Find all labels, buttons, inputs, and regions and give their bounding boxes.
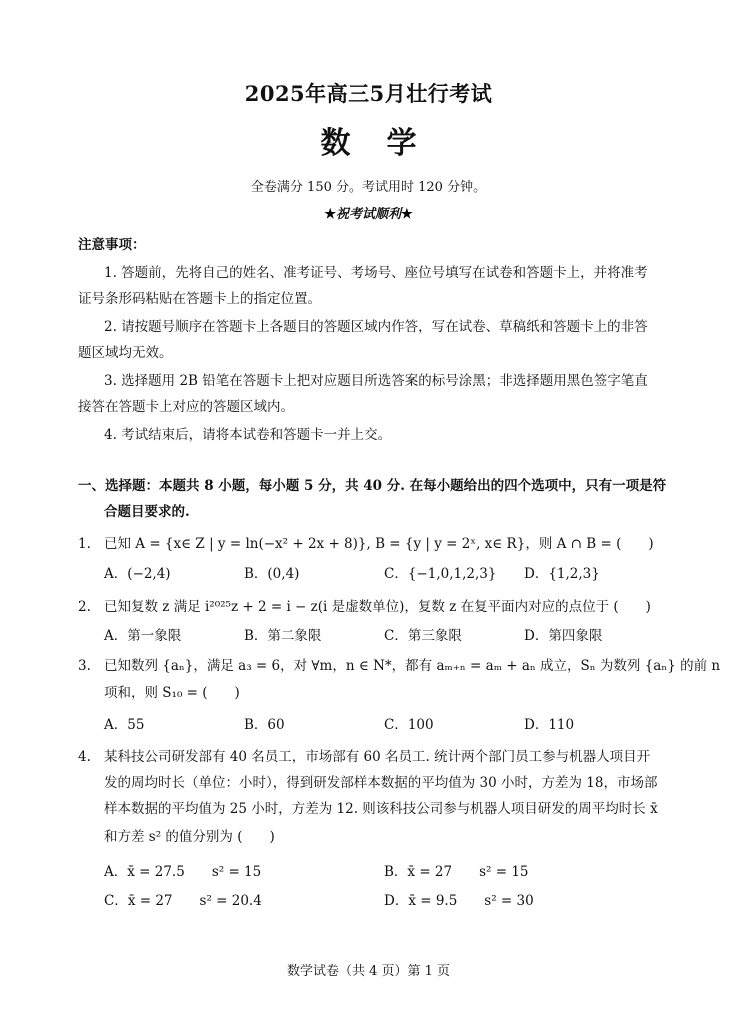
blessing-text: 祝考试顺利 [335,207,401,222]
question-1-option-a: A．(−2,4) [104,566,171,582]
question-3-option-c: C．100 [384,717,434,733]
section-heading-cont: 合题目要求的. [104,504,190,520]
question-number: 4. [78,749,91,765]
question-2-option-a: A．第一象限 [104,628,182,644]
question-number: 2. [78,599,91,615]
note-line: 证号条形码粘贴在答题卡上的指定位置。 [78,291,321,307]
question-number: 1. [78,536,91,552]
note-line: 4. 考试结束后，请将本试卷和答题卡一并上交。 [104,427,392,443]
question-3-stem: 已知数列 {aₙ}，满足 a₃ = 6，对 ∀m，n ∈ N*，都有 aₘ₊ₙ = aₘ + aₙ 成立，Sₙ 为数列 {aₙ} 的前 n [104,658,721,674]
question-4-option-c: C．x̄ = 27 s² = 20.4 [104,893,262,909]
exam-info: 全卷满分 150 分。考试用时 120 分钟。 [250,180,487,195]
blessing [0,203,737,222]
note-line: 3. 选择题用 2B 铅笔在答题卡上把对应题目所选答案的标号涂黑；非选择题用黑色签字笔直 [104,373,648,389]
note-line: 1. 答题前，先将自己的姓名、准考证号、考场号、座位号填写在试卷和答题卡上，并将准考 [104,265,648,281]
page-footer: 数学试卷（共 4 页）第 1 页 [286,964,451,979]
question-2-stem: 已知复数 z 满足 i²⁰²⁵z + 2 = i − z(i 是虚数单位)，复数 z 在复平面内对应的点位于 ( ) [104,599,651,615]
question-4-option-d: D．x̄ = 9.5 s² = 30 [384,893,534,909]
question-3-option-a: A．55 [104,717,145,733]
subject-char-2: 学 [386,126,417,161]
note-line: 题区域均无效。 [78,345,173,361]
question-1-option-d: D．{1,2,3} [524,566,600,582]
note-line: 2. 请按题号顺序在答题卡上各题目的答题区域内作答，写在试卷、草稿纸和答题卡上的非答 [104,319,648,335]
question-4-stem-cont: 样本数据的平均值为 25 小时，方差为 12. 则该科技公司参与机器人项目研发的周平均时长 x̄ [104,801,658,817]
exam-title: 2025年高三5月壮行考试 [244,81,493,106]
question-2-option-b: B．第二象限 [244,628,322,644]
subject-char-1: 数 [320,126,351,161]
star-icon-left: ★ [324,207,336,222]
question-4-option-a: A．x̄ = 27.5 s² = 15 [104,864,262,880]
question-3-option-b: B．60 [244,717,285,733]
question-1-option-c: C．{−1,0,1,2,3} [384,566,497,582]
question-2-option-c: C．第三象限 [384,628,462,644]
question-3-option-d: D．110 [524,717,575,733]
question-4-stem: 某科技公司研发部有 40 名员工，市场部有 60 名员工. 统计两个部门员工参与机器人项目开 [104,749,651,765]
subject-title [0,118,737,162]
star-icon-right: ★ [401,207,413,222]
question-4-stem-cont: 发的周均时长（单位：小时），得到研发部样本数据的平均值为 30 小时，方差为 18，市场部 [104,775,658,791]
question-4-option-b: B．x̄ = 27 s² = 15 [384,864,529,880]
section-heading: 一、选择题：本题共 8 小题，每小题 5 分，共 40 分. 在每小题给出的四个选项中，只有一项是符 [78,478,667,494]
note-line: 接答在答题卡上对应的答题区域内。 [78,399,294,415]
question-2-option-d: D．第四象限 [524,628,603,644]
question-3-stem-cont: 项和，则 S₁₀ = ( ) [104,685,240,701]
question-1-option-b: B．(0,4) [244,566,300,582]
question-number: 3. [78,658,91,674]
notes-heading: 注意事项： [78,237,146,253]
question-1-stem: 已知 A = {x∈ Z | y = ln(−x² + 2x + 8)}, B = {y | y = 2ˣ, x∈ R}，则 A ∩ B = ( ) [104,536,654,552]
question-4-stem-cont: 和方差 s² 的值分别为 ( ) [104,829,275,845]
